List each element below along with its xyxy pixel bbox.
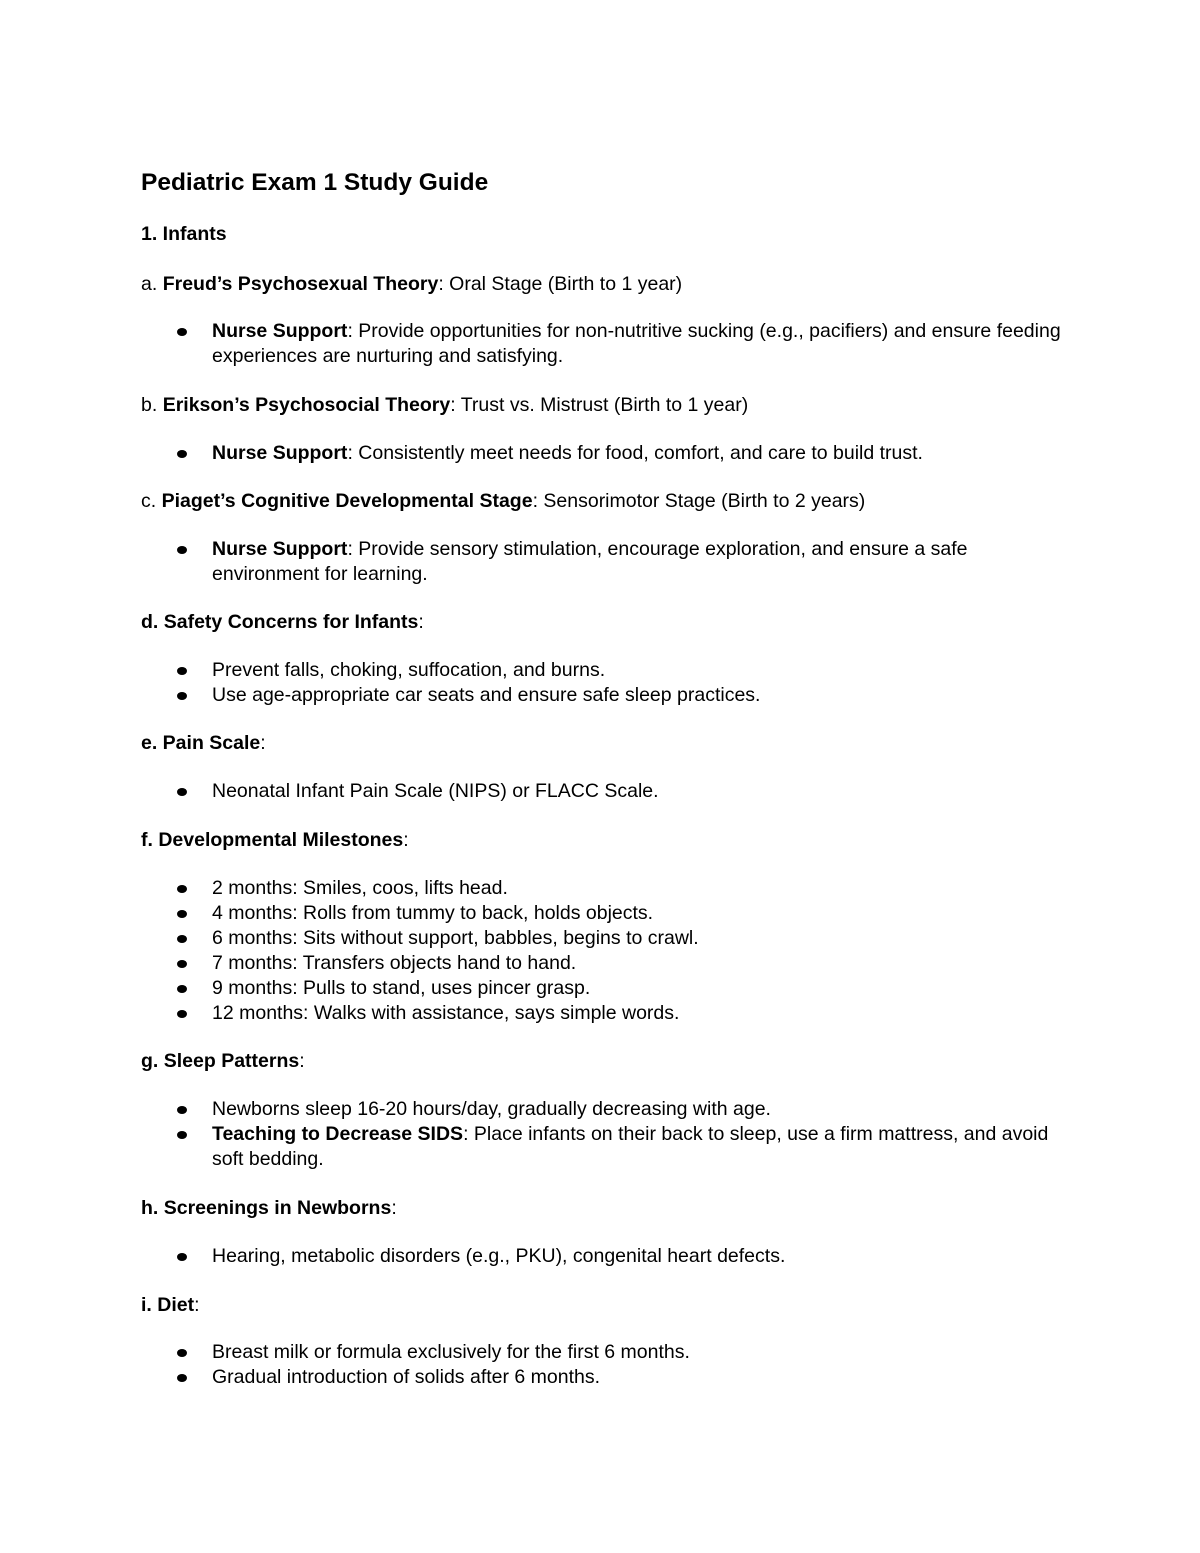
bullet-text: : Consistently meet needs for food, comfort, and care to build trust.: [347, 442, 923, 464]
list-item-text: Prevent falls, choking, suffocation, and burns.: [212, 659, 606, 681]
heading-milestones: [141, 828, 409, 852]
heading-rest: :: [260, 732, 266, 754]
heading-rest: :: [299, 1050, 305, 1072]
heading-rest: : Oral Stage (Birth to 1 year): [438, 273, 683, 295]
bullet-icon: [177, 546, 187, 554]
bullet-icon: [177, 1010, 187, 1018]
bullet-icon: [177, 1374, 187, 1382]
list-item-text: Gradual introduction of solids after 6 months.: [212, 1366, 601, 1388]
heading-diet: [141, 1293, 200, 1317]
heading-rest: : Trust vs. Mistrust (Birth to 1 year): [450, 394, 749, 416]
list-item-text: [212, 1122, 1062, 1172]
heading-label: d. Safety Concerns for Infants: [141, 611, 419, 633]
bullet-icon: [177, 910, 187, 918]
bullet-icon: [177, 692, 187, 700]
heading-label: Freud’s Psychosexual Theory: [162, 273, 439, 295]
bullet-text: : Provide sensory stimulation, encourage exploration, and ensure a safe environment for learning.: [212, 538, 968, 585]
list-item-text: Hearing, metabolic disorders (e.g., PKU), congenital heart defects.: [212, 1245, 786, 1267]
bullet-text: : Provide opportunities for non-nutritive sucking (e.g., pacifiers) and ensure feeding experiences are nurturing and satisfying.: [212, 320, 1061, 367]
heading-prefix: a.: [141, 273, 163, 295]
heading-label: h. Screenings in Newborns: [141, 1197, 392, 1219]
heading-piaget: [141, 489, 865, 513]
bullet-icon: [177, 788, 187, 796]
heading-label: g. Sleep Patterns: [141, 1050, 300, 1072]
bullet-icon: [177, 1253, 187, 1261]
heading-erikson: [141, 393, 748, 417]
bullet-label: Nurse Support: [212, 538, 348, 560]
heading-label: Erikson’s Psychosocial Theory: [162, 394, 451, 416]
list-item-text: 6 months: Sits without support, babbles, begins to crawl.: [212, 927, 699, 949]
bullet-icon: [177, 1131, 187, 1139]
bullet-icon: [177, 960, 187, 968]
heading-rest: : Sensorimotor Stage (Birth to 2 years): [532, 490, 866, 512]
bullet-icon: [177, 935, 187, 943]
list-item-text: 12 months: Walks with assistance, says simple words.: [212, 1002, 680, 1024]
heading-safety: [141, 610, 424, 634]
bullet-label: Nurse Support: [212, 442, 348, 464]
list-item-text: 7 months: Transfers objects hand to hand.: [212, 952, 577, 974]
heading-rest: :: [403, 829, 409, 851]
heading-rest: :: [194, 1294, 200, 1316]
document-title: Pediatric Exam 1 Study Guide: [141, 169, 489, 196]
list-item-text: Use age-appropriate car seats and ensure safe sleep practices.: [212, 684, 761, 706]
list-item-text: [212, 441, 1062, 466]
heading-prefix: c.: [141, 490, 162, 512]
bullet-icon: [177, 1349, 187, 1357]
list-item-text: [212, 319, 1062, 369]
bullet-icon: [177, 1106, 187, 1114]
heading-label: Piaget’s Cognitive Developmental Stage: [161, 490, 533, 512]
list-item-text: Breast milk or formula exclusively for the first 6 months.: [212, 1341, 690, 1363]
section-heading-infants: 1. Infants: [141, 223, 227, 245]
heading-pain-scale: [141, 731, 266, 755]
list-item-text: Newborns sleep 16-20 hours/day, gradually decreasing with age.: [212, 1098, 771, 1120]
list-item-text: 2 months: Smiles, coos, lifts head.: [212, 877, 508, 899]
bullet-icon: [177, 985, 187, 993]
bullet-icon: [177, 328, 187, 336]
list-item-text: [212, 537, 1062, 587]
heading-label: f. Developmental Milestones: [141, 829, 404, 851]
list-item-text: 4 months: Rolls from tummy to back, holds objects.: [212, 902, 654, 924]
bullet-label: Teaching to Decrease SIDS: [212, 1123, 464, 1145]
list-item-text: Neonatal Infant Pain Scale (NIPS) or FLACC Scale.: [212, 780, 659, 802]
heading-rest: :: [391, 1197, 397, 1219]
heading-screenings: [141, 1196, 397, 1220]
heading-sleep-patterns: [141, 1049, 305, 1073]
bullet-icon: [177, 450, 187, 458]
heading-freud: [141, 272, 682, 296]
heading-label: i. Diet: [141, 1294, 195, 1316]
heading-rest: :: [418, 611, 424, 633]
bullet-icon: [177, 885, 187, 893]
list-item-text: 9 months: Pulls to stand, uses pincer grasp.: [212, 977, 591, 999]
heading-label: e. Pain Scale: [141, 732, 261, 754]
bullet-label: Nurse Support: [212, 320, 348, 342]
bullet-text: : Place infants on their back to sleep, use a firm mattress, and avoid soft bedding.: [212, 1123, 1049, 1170]
bullet-icon: [177, 667, 187, 675]
heading-prefix: b.: [141, 394, 163, 416]
